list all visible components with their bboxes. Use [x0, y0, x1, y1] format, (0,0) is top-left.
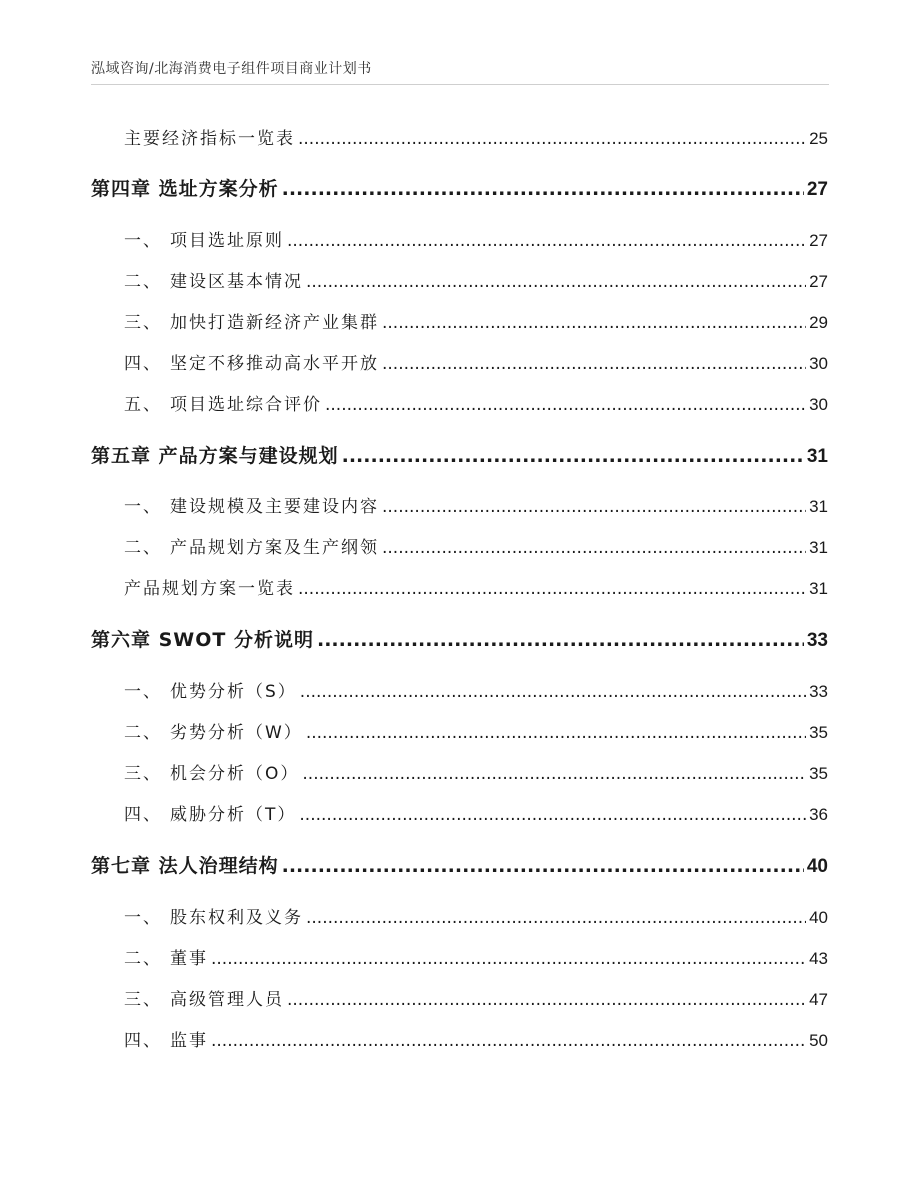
toc-page-number: 31 [809, 497, 828, 516]
toc-page-number: 40 [806, 856, 828, 877]
toc-entry-chapter[interactable] [91, 441, 828, 468]
toc-section-title: 项目选址原则 [170, 231, 284, 251]
toc-section-number: 一、 [124, 231, 162, 251]
toc-section-number: 四、 [124, 1031, 162, 1051]
toc-section-number: 五、 [124, 395, 162, 415]
toc-section-number: 二、 [124, 949, 162, 969]
toc-section-title: 高级管理人员 [170, 990, 284, 1010]
toc-leader-dots [317, 629, 804, 651]
toc-entry-section[interactable] [124, 985, 828, 1010]
toc-page-number: 27 [809, 272, 828, 291]
toc-leader-dots [382, 354, 806, 374]
toc-entry-section[interactable] [124, 492, 828, 517]
toc-leader-dots [306, 723, 806, 743]
toc-entry-section[interactable] [124, 718, 828, 743]
toc-leader-dots [300, 682, 806, 702]
toc-leader-dots [298, 129, 806, 149]
toc-entry-section[interactable] [124, 226, 828, 251]
toc-page-number: 43 [809, 949, 828, 968]
toc-entry-section[interactable] [124, 267, 828, 292]
header-divider [91, 84, 829, 85]
toc-section-title: 劣势分析（W） [170, 723, 303, 743]
toc-leader-dots [298, 579, 806, 599]
toc-chapter-title: 第六章 SWOT 分析说明 [91, 629, 314, 651]
toc-entry-table[interactable] [124, 124, 828, 149]
toc-leader-dots [302, 764, 806, 784]
toc-entry-section[interactable] [124, 390, 828, 415]
toc-section-title: 监事 [170, 1031, 208, 1051]
toc-section-title: 优势分析（S） [170, 682, 297, 702]
toc-page-number: 40 [809, 908, 828, 927]
toc-entry-chapter[interactable] [91, 851, 828, 878]
toc-leader-dots [306, 908, 806, 928]
toc-section-title: 威胁分析（T） [170, 805, 297, 825]
toc-leader-dots [325, 395, 806, 415]
toc-page-number: 33 [809, 682, 828, 701]
toc-section-number: 二、 [124, 272, 162, 292]
toc-section-title: 建设规模及主要建设内容 [170, 497, 379, 517]
toc-leader-dots [342, 445, 804, 467]
toc-entry-table[interactable] [124, 574, 828, 599]
toc-entry-section[interactable] [124, 308, 828, 333]
toc-page-number: 35 [809, 764, 828, 783]
toc-entry-section[interactable] [124, 349, 828, 374]
toc-section-number: 四、 [124, 805, 162, 825]
toc-section-number: 三、 [124, 990, 162, 1010]
toc-section-title: 股东权利及义务 [170, 908, 303, 928]
toc-leader-dots [282, 855, 804, 877]
toc-section-number: 二、 [124, 538, 162, 558]
toc-chapter-title: 第七章 法人治理结构 [91, 855, 279, 877]
toc-page-number: 31 [809, 538, 828, 557]
toc-page-number: 35 [809, 723, 828, 742]
toc-page-number: 30 [809, 354, 828, 373]
toc-section-number: 一、 [124, 497, 162, 517]
toc-page-number: 31 [809, 579, 828, 598]
toc-section-number: 一、 [124, 908, 162, 928]
toc-entry-title: 产品规划方案一览表 [124, 579, 295, 599]
toc-page-number: 29 [809, 313, 828, 332]
toc-section-title: 董事 [170, 949, 208, 969]
toc-entry-section[interactable] [124, 944, 828, 969]
toc-section-number: 二、 [124, 723, 162, 743]
toc-page-number: 50 [809, 1031, 828, 1050]
toc-page-number: 31 [806, 446, 828, 467]
toc-chapter-title: 第四章 选址方案分析 [91, 178, 279, 200]
toc-section-title: 加快打造新经济产业集群 [170, 313, 379, 333]
toc-section-title: 坚定不移推动高水平开放 [170, 354, 379, 374]
toc-leader-dots [306, 272, 806, 292]
toc-entry-section[interactable] [124, 759, 828, 784]
toc-section-number: 三、 [124, 313, 162, 333]
toc-page-number: 27 [809, 231, 828, 250]
toc-leader-dots [282, 178, 804, 200]
toc-leader-dots [287, 231, 806, 251]
toc-entry-section[interactable] [124, 1026, 828, 1051]
toc-leader-dots [287, 990, 806, 1010]
toc-leader-dots [299, 805, 806, 825]
toc-section-number: 三、 [124, 764, 162, 784]
toc-entry-title: 主要经济指标一览表 [124, 129, 295, 149]
toc-leader-dots [382, 538, 806, 558]
toc-leader-dots [382, 313, 806, 333]
toc-entry-chapter[interactable] [91, 625, 828, 652]
toc-page-number: 25 [809, 129, 828, 148]
toc-page-number: 27 [806, 179, 828, 200]
toc-page-number: 30 [809, 395, 828, 414]
toc-section-title: 建设区基本情况 [170, 272, 303, 292]
toc-leader-dots [211, 949, 806, 969]
toc-page-number: 36 [809, 805, 828, 824]
toc-section-number: 四、 [124, 354, 162, 374]
toc-entry-section[interactable] [124, 533, 828, 558]
toc-section-title: 机会分析（O） [170, 764, 300, 784]
toc-section-title: 产品规划方案及生产纲领 [170, 538, 379, 558]
toc-entry-section[interactable] [124, 903, 828, 928]
toc-page-number: 33 [806, 630, 828, 651]
running-header: 泓域咨询/北海消费电子组件项目商业计划书 [91, 61, 372, 77]
toc-entry-section[interactable] [124, 677, 828, 702]
toc-entry-section[interactable] [124, 800, 828, 825]
toc-page-number: 47 [809, 990, 828, 1009]
toc-section-number: 一、 [124, 682, 162, 702]
toc-chapter-title: 第五章 产品方案与建设规划 [91, 445, 339, 467]
toc-entry-chapter[interactable] [91, 174, 828, 201]
toc-leader-dots [382, 497, 806, 517]
toc-leader-dots [211, 1031, 806, 1051]
toc-section-title: 项目选址综合评价 [170, 395, 322, 415]
